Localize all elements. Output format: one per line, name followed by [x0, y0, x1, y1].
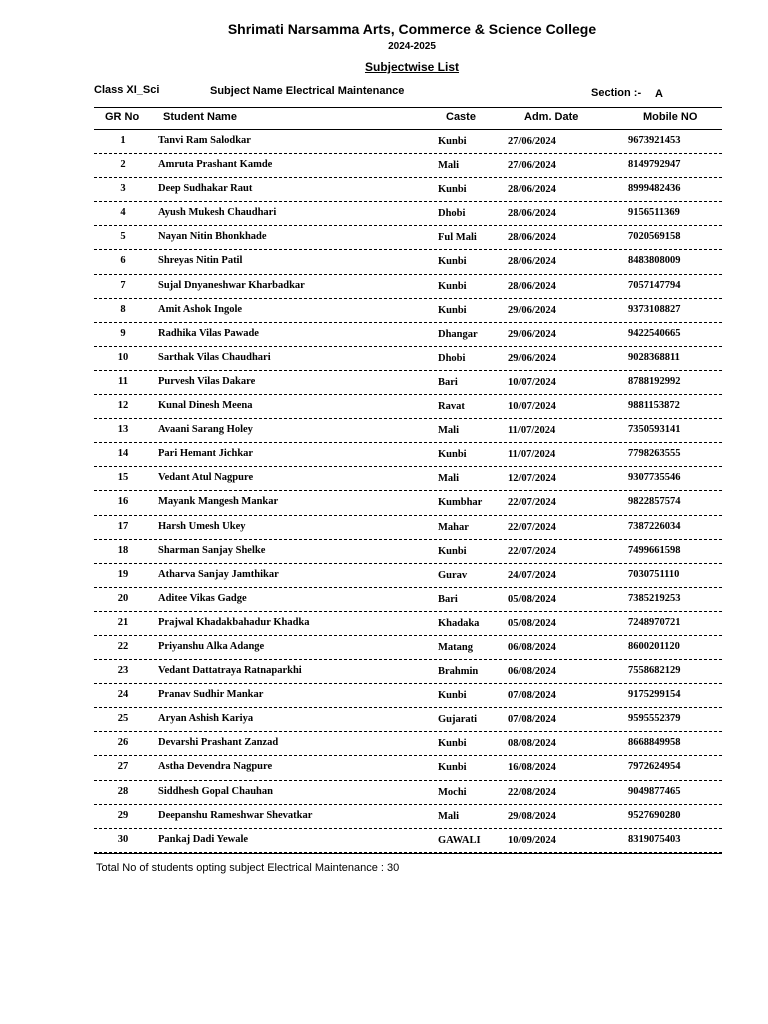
table-row: [94, 829, 722, 853]
student-name-cell: Amit Ashok Ingole: [158, 303, 243, 315]
student-name-cell: Astha Devendra Nagpure: [158, 761, 273, 773]
class-label: Class XI_Sci: [94, 84, 160, 96]
gr-no-cell: 30: [117, 833, 129, 845]
adm-date-cell: 05/08/2024: [508, 617, 556, 629]
mobile-no-cell: 8483808009: [628, 255, 681, 267]
section-value: A: [655, 88, 663, 100]
adm-date-cell: 29/06/2024: [508, 352, 556, 364]
gr-no-cell: 11: [118, 375, 128, 387]
table-row: [94, 130, 722, 154]
adm-date-cell: 28/06/2024: [508, 256, 556, 268]
mobile-no-cell: 7057147794: [628, 279, 681, 291]
mobile-no-cell: 7350593141: [628, 424, 681, 436]
gr-no-cell: 26: [117, 737, 129, 749]
adm-date-cell: 06/08/2024: [508, 641, 556, 653]
student-name-cell: Nayan Nitin Bhonkhade: [158, 231, 267, 243]
mobile-no-cell: 8600201120: [628, 640, 680, 652]
adm-date-cell: 28/06/2024: [508, 280, 556, 292]
mobile-no-cell: 9156511369: [628, 207, 680, 219]
gr-no-cell: 22: [117, 640, 129, 652]
student-name-cell: Harsh Umesh Ukey: [158, 520, 246, 532]
mobile-no-cell: 8149792947: [628, 159, 681, 171]
gr-no-cell: 5: [120, 231, 126, 243]
caste-cell: Kunbi: [438, 184, 467, 196]
table-row: [94, 178, 722, 202]
caste-cell: Khadaka: [438, 617, 480, 629]
gr-no-cell: 6: [120, 255, 126, 267]
mobile-no-cell: 7798263555: [628, 448, 681, 460]
caste-cell: Mochi: [438, 786, 467, 798]
mobile-no-cell: 8668849958: [628, 737, 681, 749]
table-row: [94, 250, 722, 274]
adm-date-cell: 10/09/2024: [508, 834, 556, 846]
adm-date-cell: 29/06/2024: [508, 328, 556, 340]
mobile-no-cell: 9822857574: [628, 496, 681, 508]
student-name-cell: Sujal Dnyaneshwar Kharbadkar: [158, 279, 305, 291]
student-name-cell: Siddhesh Gopal Chauhan: [158, 785, 273, 797]
caste-cell: Mahar: [438, 521, 469, 533]
caste-cell: Kumbhar: [438, 497, 483, 509]
adm-date-cell: 27/06/2024: [508, 160, 556, 172]
adm-date-cell: 12/07/2024: [508, 473, 556, 485]
caste-cell: Kunbi: [438, 256, 467, 268]
gr-no-cell: 19: [117, 568, 129, 580]
student-name-cell: Shreyas Nitin Patil: [158, 255, 243, 267]
caste-cell: Kunbi: [438, 690, 467, 702]
caste-cell: Kunbi: [438, 280, 467, 292]
table-row: [94, 371, 722, 395]
mobile-no-cell: 7385219253: [628, 592, 681, 604]
table-row: [94, 323, 722, 347]
gr-no-cell: 20: [117, 592, 129, 604]
gr-no-cell: 14: [117, 448, 129, 460]
mobile-no-cell: 9422540665: [628, 327, 681, 339]
student-name-cell: Sarthak Vilas Chaudhari: [158, 351, 271, 363]
gr-no-cell: 27: [117, 761, 129, 773]
gr-no-cell: 29: [117, 809, 129, 821]
table-row: [94, 419, 722, 443]
caste-cell: Kunbi: [438, 136, 467, 147]
gr-no-cell: 3: [120, 183, 126, 195]
table-bottom-rule: [94, 853, 722, 854]
student-name-cell: Sharman Sanjay Shelke: [158, 544, 266, 556]
adm-date-cell: 22/07/2024: [508, 545, 556, 557]
table-row: [94, 226, 722, 250]
mobile-no-cell: 8319075403: [628, 833, 681, 845]
table-row: [94, 756, 722, 780]
mobile-no-cell: 9175299154: [628, 689, 681, 701]
student-name-cell: Pranav Sudhir Mankar: [158, 689, 264, 701]
adm-date-cell: 07/08/2024: [508, 714, 556, 726]
student-name-cell: Aryan Ashish Kariya: [158, 713, 254, 725]
mobile-no-cell: 7387226034: [628, 520, 681, 532]
adm-date-cell: 06/08/2024: [508, 666, 556, 678]
mobile-no-cell: 9028368811: [628, 351, 680, 363]
caste-cell: Bari: [438, 593, 458, 605]
table-row: [94, 708, 722, 732]
table-row: [94, 805, 722, 829]
student-name-cell: Vedant Dattatraya Ratnaparkhi: [158, 665, 302, 677]
table-row: [94, 202, 722, 226]
gr-no-cell: 9: [120, 327, 126, 339]
mobile-no-cell: 8999482436: [628, 183, 681, 195]
adm-date-cell: 22/08/2024: [508, 786, 556, 798]
column-header-adm-date: Adm. Date: [524, 111, 579, 123]
table-row: [94, 732, 722, 756]
caste-cell: Dhobi: [438, 208, 466, 220]
gr-no-cell: 2: [120, 159, 126, 171]
table-row: [94, 154, 722, 178]
gr-no-cell: 24: [117, 689, 129, 701]
adm-date-cell: 22/07/2024: [508, 497, 556, 509]
list-title: Subjectwise List: [364, 60, 460, 74]
student-name-cell: Amruta Prashant Kamde: [158, 159, 273, 171]
caste-cell: Mali: [438, 810, 459, 822]
academic-year: 2024-2025: [388, 41, 436, 52]
column-header-mobile-no: Mobile NO: [643, 111, 698, 123]
table-row: [94, 612, 722, 636]
adm-date-cell: 29/06/2024: [508, 304, 556, 316]
gr-no-cell: 12: [117, 400, 129, 412]
adm-date-cell: 28/06/2024: [508, 208, 556, 220]
caste-cell: Gujarati: [438, 714, 478, 726]
mobile-no-cell: 9373108827: [628, 303, 681, 315]
adm-date-cell: 16/08/2024: [508, 762, 556, 774]
student-name-cell: Avaani Sarang Holey: [158, 424, 253, 436]
student-name-cell: Prajwal Khadakbahadur Khadka: [158, 616, 310, 628]
caste-cell: Matang: [438, 641, 473, 653]
caste-cell: Brahmin: [438, 666, 479, 678]
adm-date-cell: 05/08/2024: [508, 593, 556, 605]
mobile-no-cell: 9595552379: [628, 713, 681, 725]
table-row: [94, 660, 722, 684]
caste-cell: Gurav: [438, 569, 468, 581]
caste-cell: Kunbi: [438, 762, 467, 774]
gr-no-cell: 7: [120, 279, 126, 291]
caste-cell: Dhobi: [438, 352, 466, 364]
table-row: [94, 781, 722, 805]
gr-no-cell: 23: [117, 665, 129, 677]
caste-cell: Bari: [438, 376, 458, 388]
gr-no-cell: 25: [117, 713, 129, 725]
section-label: Section :-: [591, 87, 642, 99]
column-header-gr-no: GR No: [105, 111, 140, 123]
adm-date-cell: 07/08/2024: [508, 690, 556, 702]
gr-no-cell: 13: [117, 424, 129, 436]
caste-cell: Kunbi: [438, 304, 467, 316]
gr-no-cell: 4: [120, 207, 126, 219]
student-name-cell: Kunal Dinesh Meena: [158, 400, 253, 412]
gr-no-cell: 21: [117, 616, 129, 628]
gr-no-cell: 10: [117, 351, 129, 363]
adm-date-cell: 10/07/2024: [508, 401, 556, 413]
mobile-no-cell: 9049877465: [628, 785, 681, 797]
mobile-no-cell: 9527690280: [628, 809, 681, 821]
student-table-body: [94, 130, 722, 853]
table-row: [94, 684, 722, 708]
caste-cell: Mali: [438, 425, 459, 437]
college-name: Shrimati Narsamma Arts, Commerce & Science College: [227, 21, 597, 37]
caste-cell: Kunbi: [438, 738, 467, 750]
adm-date-cell: 22/07/2024: [508, 521, 556, 533]
adm-date-cell: 29/08/2024: [508, 810, 556, 822]
student-name-cell: Radhika Vilas Pawade: [158, 327, 259, 339]
gr-no-cell: 16: [117, 496, 129, 508]
caste-cell: Ful Mali: [438, 232, 477, 244]
mobile-no-cell: 7248970721: [628, 616, 681, 628]
student-name-cell: Purvesh Vilas Dakare: [158, 375, 256, 387]
student-name-cell: Priyanshu Alka Adange: [158, 640, 265, 652]
caste-cell: Dhangar: [438, 328, 478, 340]
caste-cell: GAWALI: [438, 834, 481, 846]
table-row: [94, 588, 722, 612]
table-row: [94, 347, 722, 371]
student-name-cell: Pari Hemant Jichkar: [158, 448, 254, 460]
gr-no-cell: 1: [120, 135, 126, 146]
adm-date-cell: 11/07/2024: [508, 449, 556, 461]
caste-cell: Ravat: [438, 401, 465, 413]
student-name-cell: Devarshi Prashant Zanzad: [158, 737, 279, 749]
student-name-cell: Deep Sudhakar Raut: [158, 183, 253, 195]
caste-cell: Mali: [438, 160, 459, 172]
table-row: [94, 299, 722, 323]
column-header-caste: Caste: [446, 111, 476, 123]
table-row: [94, 636, 722, 660]
student-name-cell: Atharva Sanjay Jamthikar: [158, 568, 279, 580]
gr-no-cell: 8: [120, 303, 126, 315]
student-name-cell: Tanvi Ram Salodkar: [158, 135, 251, 146]
gr-no-cell: 17: [117, 520, 129, 532]
caste-cell: Mali: [438, 473, 459, 485]
gr-no-cell: 15: [117, 472, 129, 484]
mobile-no-cell: 9307735546: [628, 472, 681, 484]
mobile-no-cell: 7030751110: [628, 568, 680, 580]
table-row: [94, 467, 722, 491]
student-name-cell: Mayank Mangesh Mankar: [158, 496, 279, 508]
adm-date-cell: 10/07/2024: [508, 376, 556, 388]
caste-cell: Kunbi: [438, 449, 467, 461]
adm-date-cell: 11/07/2024: [508, 425, 556, 437]
table-row: [94, 275, 722, 299]
student-name-cell: Vedant Atul Nagpure: [158, 472, 254, 484]
adm-date-cell: 27/06/2024: [508, 136, 556, 147]
table-row: [94, 564, 722, 588]
mobile-no-cell: 7499661598: [628, 544, 681, 556]
table-row: [94, 540, 722, 564]
adm-date-cell: 24/07/2024: [508, 569, 556, 581]
mobile-no-cell: 7558682129: [628, 665, 681, 677]
caste-cell: Kunbi: [438, 545, 467, 557]
adm-date-cell: 08/08/2024: [508, 738, 556, 750]
column-header-student-name: Student Name: [163, 111, 237, 123]
table-row: [94, 491, 722, 515]
subject-label: Subject Name Electrical Maintenance: [210, 85, 405, 97]
student-name-cell: Aditee Vikas Gadge: [158, 592, 247, 604]
mobile-no-cell: 7972624954: [628, 761, 681, 773]
table-row: [94, 516, 722, 540]
table-row: [94, 443, 722, 467]
adm-date-cell: 28/06/2024: [508, 232, 556, 244]
mobile-no-cell: 8788192992: [628, 375, 681, 387]
student-name-cell: Deepanshu Rameshwar Shevatkar: [158, 809, 313, 821]
student-name-cell: Ayush Mukesh Chaudhari: [158, 207, 277, 219]
gr-no-cell: 18: [117, 544, 129, 556]
mobile-no-cell: 9881153872: [628, 400, 680, 412]
student-name-cell: Pankaj Dadi Yewale: [158, 833, 249, 845]
mobile-no-cell: 7020569158: [628, 231, 681, 243]
table-top-rule: [94, 107, 722, 108]
table-row: [94, 395, 722, 419]
gr-no-cell: 28: [117, 785, 129, 797]
mobile-no-cell: 9673921453: [628, 135, 681, 146]
adm-date-cell: 28/06/2024: [508, 184, 556, 196]
total-students: Total No of students opting subject Electrical Maintenance : 30: [96, 862, 400, 874]
